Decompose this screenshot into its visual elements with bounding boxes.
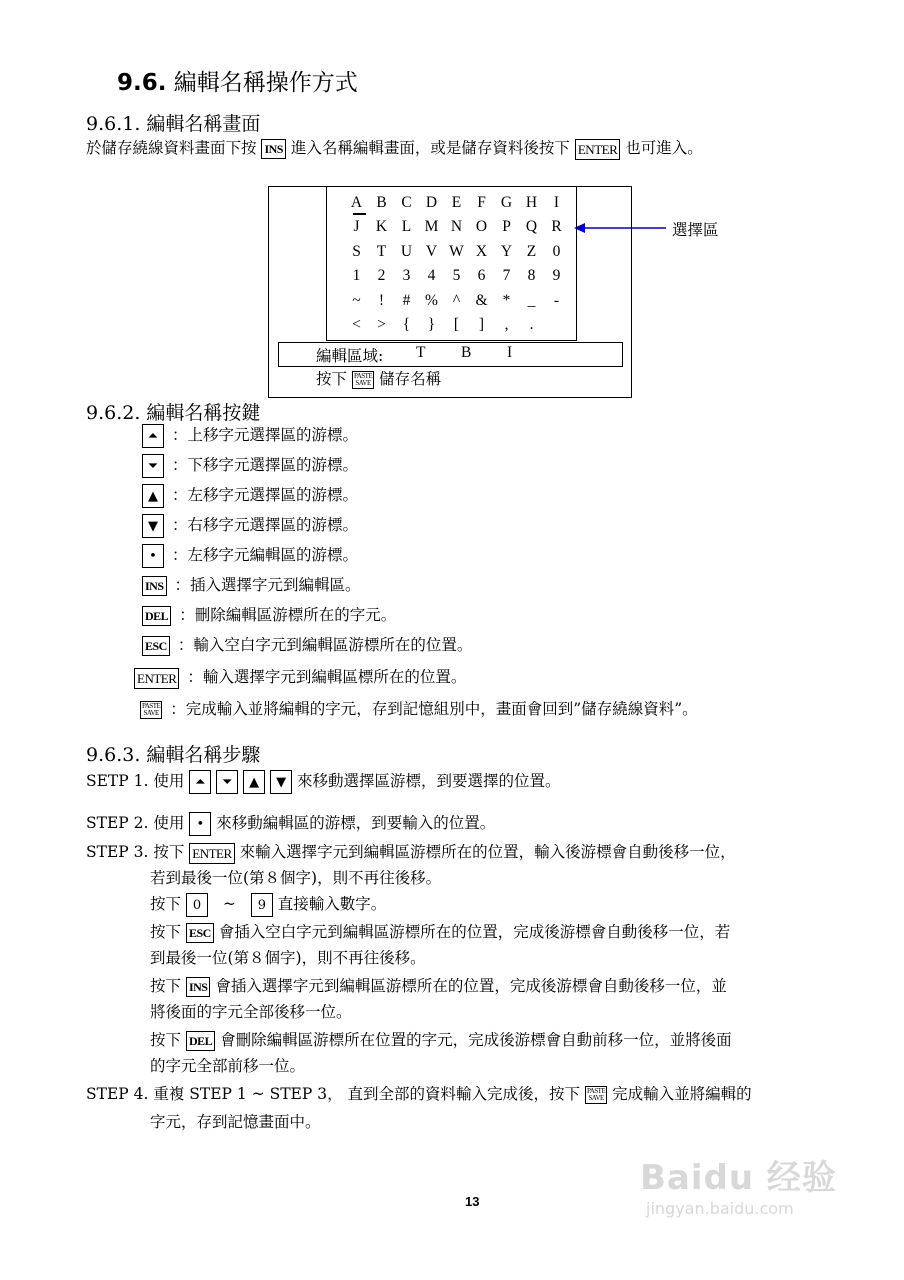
key-description: ：上移字元選擇區的游標。	[172, 426, 359, 444]
key-description: ：插入選擇字元到編輯區。	[174, 576, 361, 594]
up-key-icon: ⏶	[142, 424, 164, 448]
section-title	[117, 64, 358, 97]
char-cell: L	[401, 218, 412, 235]
del-b: 會刪除編輯區游標所在位置的字元，完成後游標會自動前移一位，並將後面	[220, 1031, 732, 1049]
char-cell: !	[378, 292, 385, 309]
zero-key-icon: 0	[186, 893, 208, 917]
char-cell: [	[453, 316, 460, 333]
enter-key-icon: ENTER	[575, 139, 620, 160]
key-description: ：輸入選擇字元到編輯區標所在的位置。	[187, 668, 467, 686]
char-cell: H	[525, 194, 538, 211]
char-cell: ^	[452, 292, 461, 309]
num-b: 直接輸入數字。	[277, 895, 387, 913]
char-row	[344, 292, 569, 310]
ins-key-icon: INS	[142, 576, 167, 596]
esc-c: 到最後一位(第８個字)，則不再往後移。	[150, 949, 426, 967]
char-cell: }	[427, 316, 436, 333]
char-cell: 1	[352, 267, 361, 284]
esc-key-icon: ESC	[186, 923, 214, 943]
key-description: ：左移字元選擇區的游標。	[172, 486, 359, 504]
esc-key-icon: ESC	[142, 636, 170, 656]
save-name-label: 儲存名稱	[379, 370, 442, 388]
tilde: ~	[222, 895, 236, 913]
key-row-left	[142, 483, 358, 508]
key-row-up	[142, 423, 358, 448]
step-2	[86, 811, 495, 836]
char-cell: J	[353, 218, 360, 235]
char-cell: 7	[502, 267, 511, 284]
step1-b: 來移動選擇區游標，到要選擇的位置。	[297, 772, 561, 790]
ins-key-icon: INS	[261, 139, 286, 159]
move-left-key-icon: ▲	[243, 770, 265, 794]
press-save-line	[316, 367, 441, 389]
enter-key-icon: ENTER	[134, 668, 179, 689]
char-cell: #	[402, 292, 411, 309]
heading-963: 9.6.3. 編輯名稱步驟	[86, 744, 261, 766]
step1-a: SETP 1. 使用	[86, 772, 185, 790]
move-up-key-icon: ⏶	[189, 770, 211, 794]
paste-save-key-icon: PASTE SAVE	[585, 1086, 607, 1105]
char-cell: -	[553, 292, 560, 309]
section-title-text: 編輯名稱操作方式	[166, 70, 358, 96]
key-description: ：右移字元選擇區的游標。	[172, 516, 359, 534]
char-cell: V	[425, 243, 438, 260]
char-cell: .	[529, 316, 534, 333]
char-row	[344, 267, 569, 285]
intro-line	[86, 136, 703, 160]
del-key-icon: DEL	[142, 606, 171, 626]
step4-b: 完成輸入並將編輯的	[612, 1085, 752, 1103]
char-cell: Q	[525, 218, 538, 235]
del-a: 按下	[150, 1031, 182, 1049]
arrow-icon	[574, 222, 666, 234]
char-cell: S	[352, 243, 361, 260]
edit-area-label: 編輯區域:	[316, 347, 384, 365]
step-1	[86, 769, 561, 794]
char-cell: ]	[478, 316, 485, 333]
paste-save-key-icon: PASTE SAVE	[352, 371, 374, 390]
key-row-esc	[142, 633, 472, 656]
num-a: 按下	[150, 895, 182, 913]
intro-a: 於儲存繞線資料畫面下按	[86, 139, 257, 157]
char-cell: {	[402, 316, 411, 333]
esc-b: 會插入空白字元到編輯區游標所在的位置，完成後游標會自動後移一位，若	[218, 923, 731, 941]
select-area-label: 選擇區	[672, 221, 719, 239]
char-cell: K	[375, 218, 388, 235]
step2-a: STEP 2. 使用	[86, 814, 185, 832]
char-cell: Z	[526, 243, 537, 260]
char-cell: 3	[402, 267, 411, 284]
intro-b: 進入名稱編輯畫面，或是儲存資料後按下	[290, 139, 570, 157]
key-row-ins	[142, 573, 361, 596]
watermark-url: jingyan.baidu.com	[646, 1199, 794, 1218]
char-cell: O	[475, 218, 488, 235]
char-cell: ~	[352, 292, 361, 309]
ins-a: 按下	[150, 977, 182, 995]
char-cell: D	[425, 194, 438, 211]
right-key-icon: ▼	[142, 514, 164, 538]
left-key-icon: ▲	[142, 484, 164, 508]
char-cell: *	[502, 292, 511, 309]
char-cell: 5	[452, 267, 461, 284]
char-cell: I	[553, 194, 560, 211]
char-cell: 2	[377, 267, 386, 284]
char-cell: 4	[427, 267, 436, 284]
watermark	[640, 1150, 837, 1218]
paste-save-key-icon: PASTE SAVE	[140, 701, 162, 720]
step-3	[86, 840, 736, 864]
char-cell: N	[450, 218, 463, 235]
ins-b: 會插入選擇字元到編輯區游標所在的位置，完成後游標會自動後移一位，並	[215, 977, 727, 995]
esc-a: 按下	[150, 923, 182, 941]
grid-cursor	[353, 213, 366, 215]
key-description: ：輸入空白字元到編輯區游標所在的位置。	[177, 636, 473, 654]
char-cell: F	[477, 194, 486, 211]
key-row-dot	[142, 543, 358, 568]
step3-b: 來輸入選擇字元到編輯區游標所在的位置，輸入後游標會自動後移一位，	[239, 843, 736, 861]
del-key-icon: DEL	[186, 1031, 215, 1051]
char-row	[344, 316, 569, 334]
key-description: ：刪除編輯區游標所在的字元。	[179, 606, 397, 624]
step3-ins-line	[150, 974, 727, 997]
char-cell: Y	[500, 243, 513, 260]
char-cell: %	[425, 292, 438, 309]
key-description: ：下移字元選擇區的游標。	[172, 456, 359, 474]
char-cell: ,	[504, 316, 509, 333]
step4-a: STEP 4. 重複 STEP 1 ~ STEP 3， 直到全部的資料輸入完成後，按下	[86, 1085, 581, 1103]
key-row-paste-save	[140, 697, 698, 719]
char-cell: R	[551, 218, 562, 235]
dot-key-icon: •	[142, 544, 164, 568]
section-number: 9.6.	[117, 70, 167, 96]
char-cell: _	[527, 292, 536, 309]
del-c: 的字元全部前移一位。	[150, 1057, 306, 1075]
char-cell: E	[451, 194, 462, 211]
char-row	[344, 218, 569, 236]
char-cell: P	[502, 218, 511, 235]
ins-c: 將後面的字元全部後移一位。	[150, 1003, 352, 1021]
edit-area-value: T B I	[416, 344, 513, 361]
intro-c: 也可進入。	[625, 139, 703, 157]
down-key-icon: ⏷	[142, 454, 164, 478]
step3-number-line	[150, 892, 386, 917]
char-cell: T	[376, 243, 387, 260]
step3-del-line	[150, 1028, 732, 1051]
nine-key-icon: 9	[251, 893, 273, 917]
move-right-key-icon: ▼	[270, 770, 292, 794]
char-cell: C	[401, 194, 412, 211]
heading-961: 9.6.1. 編輯名稱畫面	[86, 113, 261, 135]
move-down-key-icon: ⏷	[216, 770, 238, 794]
key-description: ：左移字元編輯區的游標。	[172, 546, 359, 564]
char-cell: 8	[527, 267, 536, 284]
char-row	[344, 194, 569, 212]
char-cell: M	[424, 218, 439, 235]
watermark-brand: Baidu 经验	[640, 1158, 837, 1198]
char-cell: &	[475, 292, 488, 309]
char-cell: W	[449, 243, 464, 260]
key-description: ：完成輸入並將編輯的字元，存到記憶組別中，畫面會回到”儲存繞線資料”。	[170, 700, 698, 718]
step2-b: 來移動編輯區的游標，到要輸入的位置。	[216, 814, 496, 832]
char-cell: U	[400, 243, 413, 260]
char-cell: <	[352, 316, 361, 333]
char-cell: A	[350, 194, 363, 211]
char-cell: 6	[477, 267, 486, 284]
dot-key-icon: •	[189, 812, 211, 836]
key-row-enter	[134, 665, 466, 689]
char-row	[344, 243, 569, 261]
step-4	[86, 1082, 752, 1104]
char-cell: >	[377, 316, 386, 333]
enter-key-icon: ENTER	[189, 843, 234, 864]
char-cell: X	[475, 243, 488, 260]
char-cell: B	[376, 194, 387, 211]
char-cell: G	[500, 194, 513, 211]
page-number: 13	[465, 1194, 480, 1209]
press-label: 按下	[316, 370, 348, 388]
step4-c: 字元，存到記憶畫面中。	[150, 1113, 321, 1131]
key-row-down	[142, 453, 358, 478]
step3-c: 若到最後一位(第８個字)，則不再往後移。	[150, 869, 442, 887]
ins-key-icon: INS	[186, 977, 211, 997]
key-row-del	[142, 603, 396, 626]
key-row-right	[142, 513, 358, 538]
step3-a: STEP 3. 按下	[86, 843, 185, 861]
char-cell: 9	[552, 267, 561, 284]
heading-962: 9.6.2. 編輯名稱按鍵	[86, 402, 261, 424]
step3-esc-line	[150, 920, 730, 943]
char-cell: 0	[552, 243, 561, 260]
